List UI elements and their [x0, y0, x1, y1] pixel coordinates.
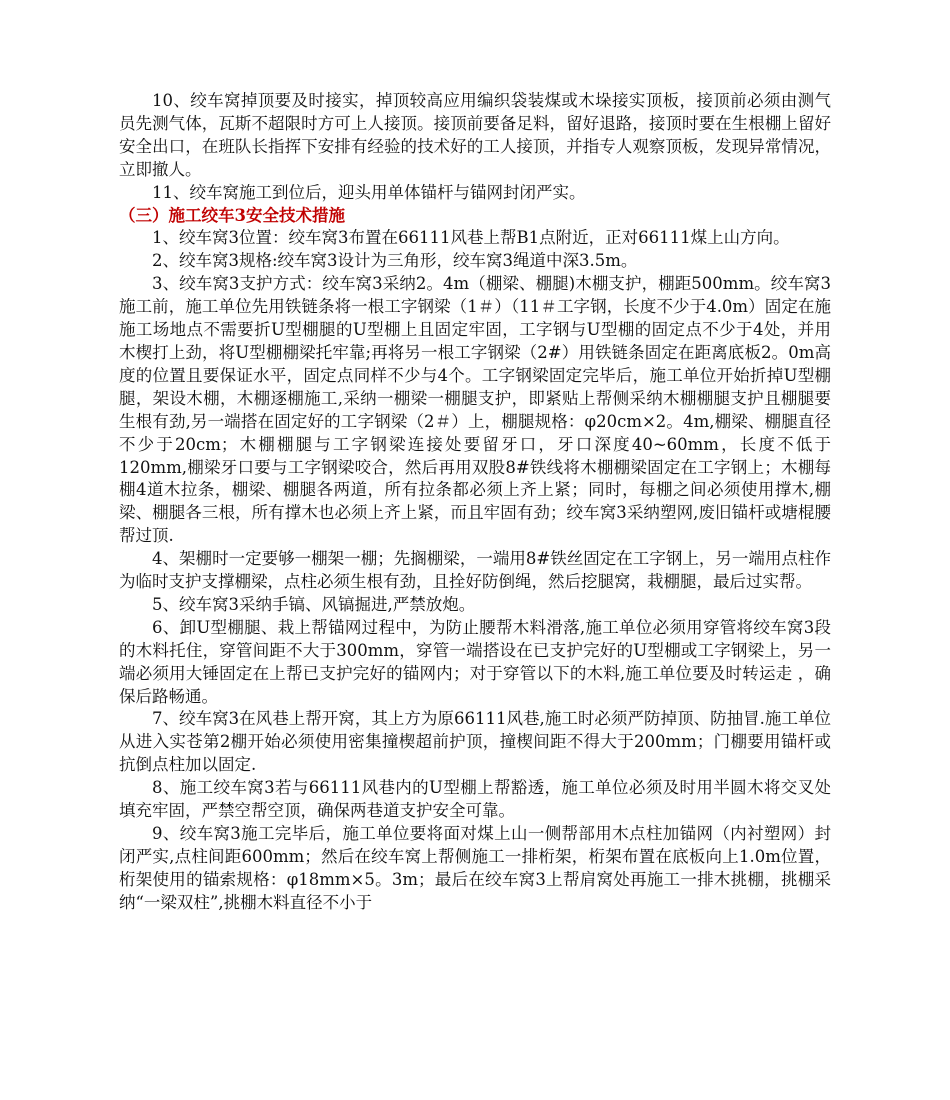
section-heading: （三）施工绞车3安全技术措施	[119, 205, 345, 225]
paragraph-11: 11、绞车窝施工到位后，迎头用单体锚杆与锚网封闭严实。	[152, 182, 586, 202]
paragraph-intersection: 8、施工绞车窝3若与66111风巷内的U型棚上帮豁透，施工单位必须及时用半圆木将交叉处填充牢固，严禁空帮空顶，确保两巷道支护安全可靠。	[119, 778, 831, 821]
paragraph-excavation: 5、绞车窝3采纳手镐、风镐掘进,严禁放炮。	[152, 594, 476, 614]
document-body	[119, 90, 831, 915]
paragraph-pipe-support: 6、卸U型棚腿、栽上帮锚网过程中，为防止腰帮木料滑落,施工单位必须用穿管将绞车窝3段的木料托住，穿管间距不大于300mm，穿管一端搭设在已支护完好的U型棚或工字钢梁上，另一端必须用大锤固定在上帮已支护完好的锚网内；对于穿管以下的木料,施工单位要及时转运走 ，确保后路畅通。	[119, 617, 831, 706]
paragraph-specification: 2、绞车窝3规格:绞车窝3设计为三角形，绞车窝3绳道中深3.5m。	[152, 251, 638, 271]
paragraph-completion: 9、绞车窝3施工完毕后，施工单位要将面对煤上山一侧帮部用木点柱加锚网（内衬塑网）封闭严实,点柱间距600mm；然后在绞车窝上帮侧施工一排桁架，桁架布置在底板向上1.0m位置，桁架使用的锚索规格：φ18mm×5。3m；最后在绞车窝3上帮肩窝处再施工一排木挑棚，挑棚采纳“一梁双柱”,挑棚木料直径不小于	[119, 824, 831, 912]
paragraph-roof-protection: 7、绞车窝3在风巷上帮开窝，其上方为原66111风巷,施工时必须严防掉顶、防抽冒.施工单位从进入实苍第2棚开始必须使用密集撞楔超前护顶，撞楔间距不得大于200mm；门棚要用锚杆或抗倒点柱加以固定.	[119, 709, 831, 775]
paragraph-10: 10、绞车窝掉顶要及时接实，掉顶较高应用编织袋装煤或木垛接实顶板，接顶前必须由测气员先测气体，瓦斯不超限时方可上人接顶。接顶前要备足料，留好退路，接顶时要在生根棚上留好安全出口，在班队长指挥下安排有经验的技术好的工人接顶，并指专人观察顶板，发现异常情况，立即撤人。	[119, 91, 831, 179]
paragraph-support-method: 3、绞车窝3支护方式：绞车窝3采纳2。4m（棚梁、棚腿)木棚支护，棚距500mm。绞车窝3施工前，施工单位先用铁链条将一根工字钢梁（1＃）（11＃工字钢，长度不少于4.0m）固定在施施工场地点不需要折U型棚腿的U型棚上且固定牢固，工字钢与U型棚的固定点不少于4处，并用木楔打上劲，将U型棚棚梁托牢靠;再将另一根工字钢梁（2#）用铁链条固定在距离底板2。0m高度的位置且要保证水平，固定点同样不少与4个。工字钢梁固定完毕后，施工单位开始折掉U型棚腿，架设木棚，木棚逐棚施工,采纳一棚梁一棚腿支护，即紧贴上帮侧采纳木棚棚腿支护且棚腿要生根有劲,另一端搭在固定好的工字钢梁（2＃）上，棚腿规格：φ20cm×2。4m,棚梁、棚腿直径不少于20cm；木棚棚腿与工字钢梁连接处要留牙口，牙口深度40~60mm，长度不低于120mm,棚梁牙口要与工字钢梁咬合，然后再用双股8#铁线将木棚棚梁固定在工字钢上；木棚每棚4道木拉条，棚梁、棚腿各两道，所有拉条都必须上齐上紧；同时，每棚之间必须使用撑木,棚梁、棚腿各三根，所有撑木也必须上齐上紧，而且牢固有劲；绞车窝3采纳塑网,废旧锚杆或塘棍腰帮过顶.	[119, 274, 831, 546]
paragraph-shed-erection: 4、架棚时一定要够一棚架一棚；先搁棚梁，一端用8#铁丝固定在工字钢上，另一端用点柱作为临时支护支撑棚梁，点柱必须生根有劲，且拴好防倒绳，然后挖腿窝，栽棚腿，最后过实帮。	[119, 549, 831, 592]
paragraph-position: 1、绞车窝3位置：绞车窝3布置在66111风巷上帮B1点附近，正对66111煤上山方向。	[152, 228, 790, 248]
